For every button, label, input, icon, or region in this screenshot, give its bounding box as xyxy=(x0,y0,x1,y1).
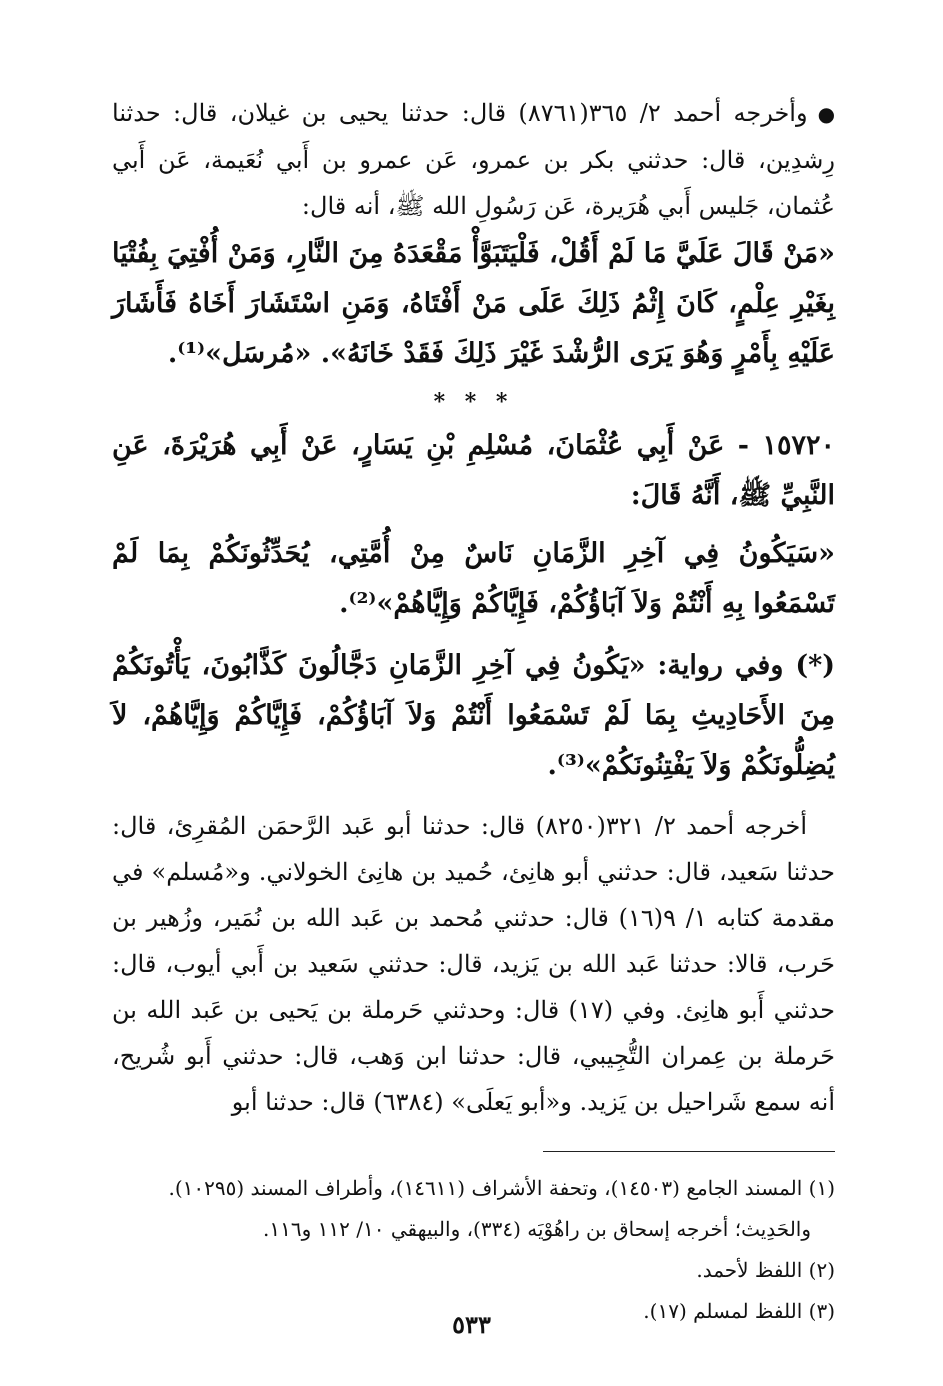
hadith-15720-header: ١٥٧٢٠ - عَنْ أَبِي عُثْمَانَ، مُسْلِمِ بْنِ يَسَارٍ، عَنْ أَبِي هُرَيْرَةَ، عَنِ النَّبِيِّ ﷺ، أَنَّهُ قَالَ: xyxy=(112,430,835,511)
section-separator-stars: * * * xyxy=(433,389,514,415)
footnote-3: (٣) اللفظ لمسلم (١٧). xyxy=(643,1299,835,1323)
footnote-2: (٢) اللفظ لأحمد. xyxy=(696,1258,835,1282)
hadith-15720-text: «سَيَكُونُ فِي آخِرِ الزَّمَانِ نَاسٌ مِنْ أُمَّتِي، يُحَدِّثُونَكُمْ بِمَا لَمْ تَسْمَعُوا بِهِ أَنْتُمْ وَلاَ آبَاؤُكُمْ، فَإِيَّاكُمْ وَإِيَّاهُمْ»⁽²⁾. xyxy=(112,538,835,619)
paragraph-takhrij-sources: أخرجه أحمد ٢/ ٣٢١(٨٢٥٠) قال: حدثنا أبو عَبد الرَّحمَن المُقرِئ، قال: حدثنا سَعيد، قال: حدثني أبو هانِئ، حُميد بن هانِئ الخولاني. و«مُسلم» في مقدمة كتابه ١/ ٩(١٦) قال: حدثني مُحمد بن عَبد الله بن نُمَير، وزُهير بن حَرب، قالا: حدثنا عَبد الله بن يَزيد، قال: حدثني سَعيد بن أَبي أيوب، قال: حدثني أَبو هانِئ. وفي (١٧) قال: وحدثني حَرملة بن يَحيى بن عَبد الله بن حَرملة بن عِمران التُّجِيبي، قال: حدثنا ابن وَهب، قال: حدثني أَبو شُريح، أنه سمع شَراحيل بن يَزيد. و«أبو يَعلَى» (٦٣٨٤) قال: حدثنا أبو xyxy=(112,812,836,1116)
hadith-alternate-narration: (*) وفي رواية: «يَكُونُ فِي آخِرِ الزَّمَانِ دَجَّالُونَ كَذَّابُونَ، يَأْتُونَكُمْ مِنَ الأَحَادِيثِ بِمَا لَمْ تَسْمَعُوا أَنْتُمْ وَلاَ آبَاؤُكُمْ، فَإِيَّاكُمْ وَإِيَّاهُمْ، لاَ يُضِلُّونَكُمْ وَلاَ يَفْتِنُونَكُمْ»⁽³⁾. xyxy=(112,650,835,781)
bullet-icon: ● xyxy=(817,102,836,126)
footnote-divider xyxy=(543,1151,835,1152)
paragraph-ahmad-takhrij xyxy=(112,90,835,229)
footnote-1: (١) المسند الجامع (١٤٥٠٣)، وتحفة الأشراف (١٤٦١١)، وأطراف المسند (١٠٢٩٥). xyxy=(168,1176,835,1200)
footnote-1-continuation: والحَدِيث؛ أخرجه إسحاق بن راهُوْيَه (٣٣٤)، والبيهقي ١٠/ ١١٢ و١١٦. xyxy=(263,1217,811,1241)
hadith-mursal-text: «مَنْ قَالَ عَلَيَّ مَا لَمْ أَقُلْ، فَلْيَتَبَوَّأْ مَقْعَدَهُ مِنَ النَّارِ، وَمَنْ أُفْتِيَ بِفُتْيَا بِغَيْرِ عِلْمٍ، كَانَ إِثْمُ ذَلِكَ عَلَى مَنْ أَفْتَاهُ، وَمَنِ اسْتَشَارَ أَخَاهُ فَأَشَارَ عَلَيْهِ بِأَمْرٍ وَهُوَ يَرَى الرُّشْدَ غَيْرَ ذَلِكَ فَقَدْ خَانَهُ». «مُرسَل»⁽¹⁾. xyxy=(112,238,835,369)
paragraph-text: وأخرجه أحمد ٢/ ٣٦٥(٨٧٦١) قال: حدثنا يحيى بن غيلان، قال: حدثنا رِشدِين، قال: حدثني بكر بن عمرو، عَن عمرو بن أَبي نُعَيمة، عَن أَبي عُثمان، جَليس أَبي هُرَيرة، عَن رَسُولِ الله ﷺ، أنه قال: xyxy=(112,99,835,220)
page-number: ٥٣٣ xyxy=(452,1310,491,1339)
footnotes xyxy=(112,1168,835,1332)
